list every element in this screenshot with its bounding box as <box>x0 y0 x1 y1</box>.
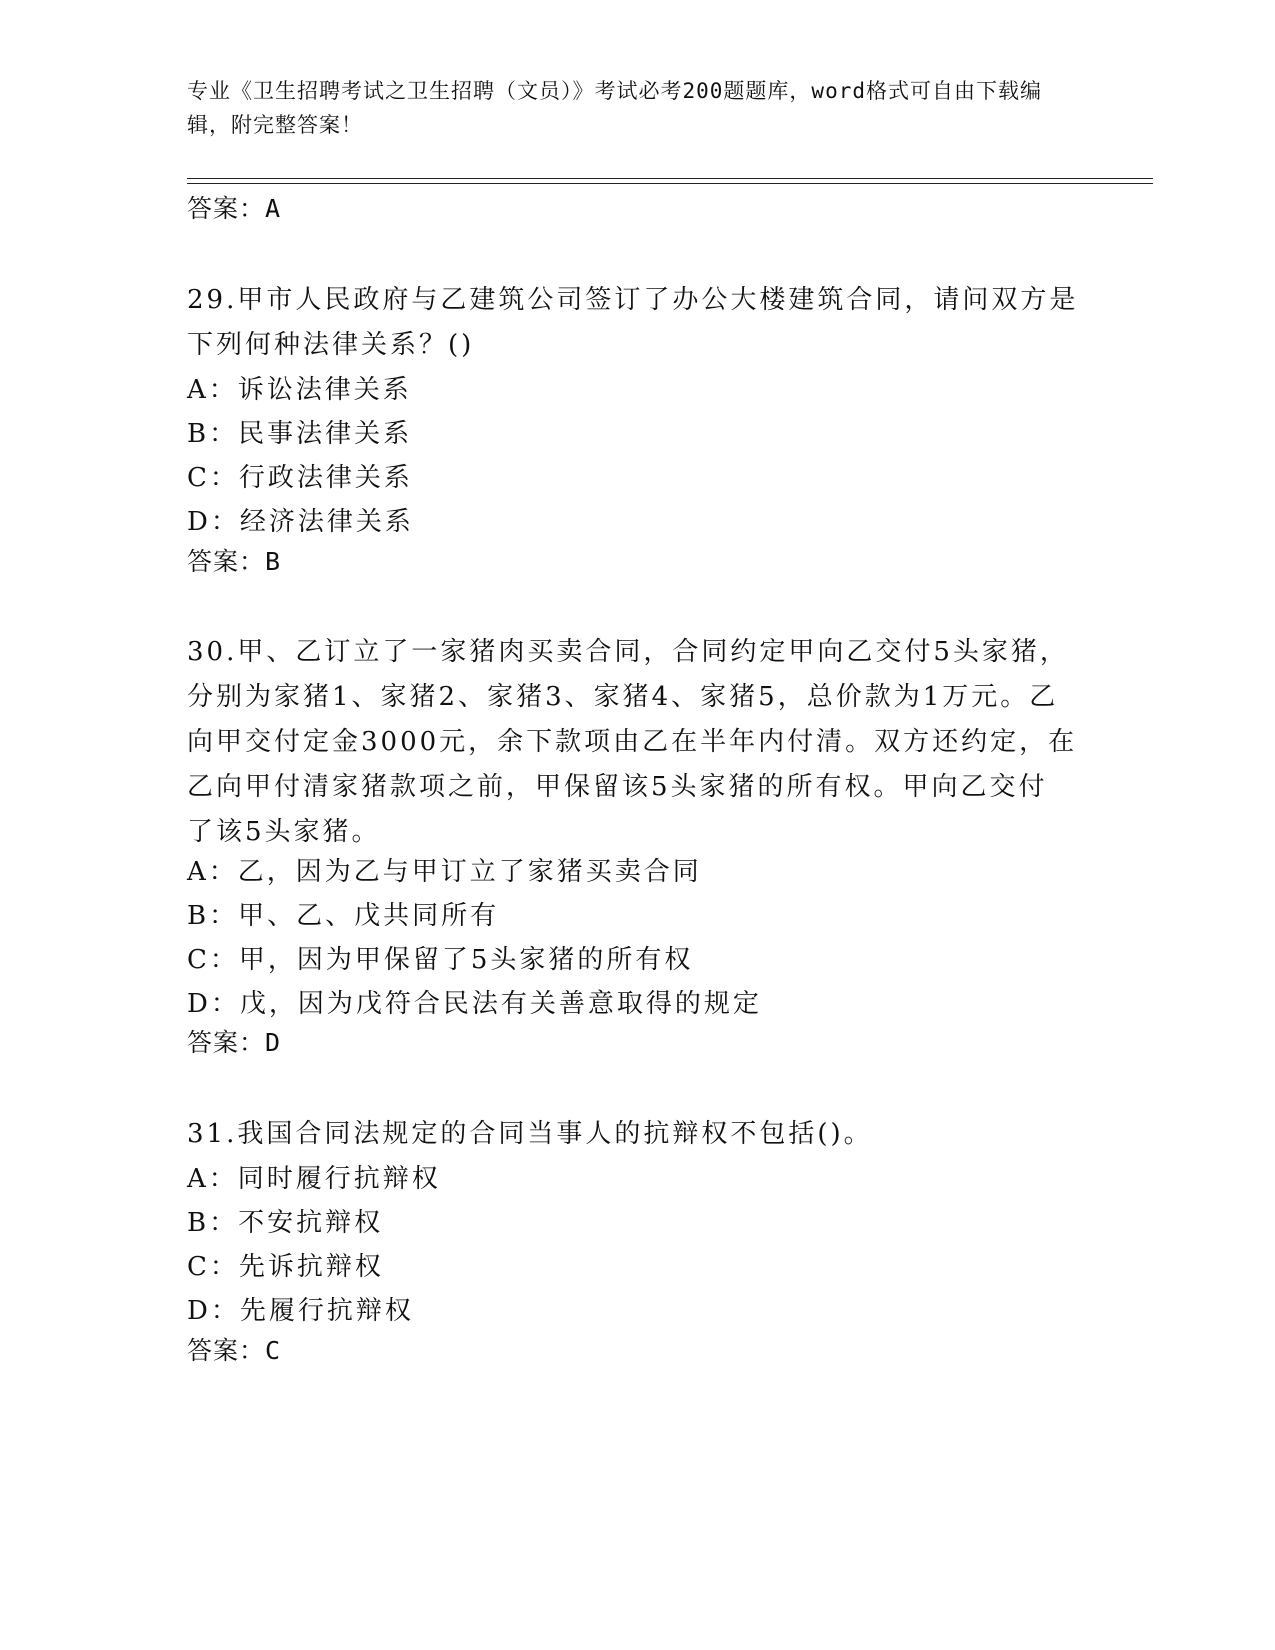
option-b: B：民事法律关系 <box>187 419 413 449</box>
question-stem: 29.甲市人民政府与乙建筑公司签订了办公大楼建筑合同，请问双方是 下列何种法律关系？() <box>187 285 1079 360</box>
answer-label: 答案： <box>187 547 266 576</box>
option-a: A：乙，因为乙与甲订立了家猪买卖合同 <box>187 857 702 887</box>
answer-value: B <box>265 547 282 576</box>
option-d: D：经济法律关系 <box>187 507 414 537</box>
answer-line <box>187 1334 281 1368</box>
answer-line <box>187 1026 281 1060</box>
answer-value: A <box>265 194 282 223</box>
option-d: D：戊，因为戊符合民法有关善意取得的规定 <box>187 989 762 1019</box>
answer-value: C <box>265 1336 282 1365</box>
option-b: B：甲、乙、戊共同所有 <box>187 901 500 931</box>
answer-value: D <box>265 1028 282 1057</box>
answer-label: 答案： <box>187 1336 266 1365</box>
option-b: B：不安抗辩权 <box>187 1208 384 1238</box>
option-c: C：甲，因为甲保留了5头家猪的所有权 <box>187 945 694 975</box>
option-a: A：诉讼法律关系 <box>187 375 412 405</box>
document-header: 专业《卫生招聘考试之卫生招聘（文员）》考试必考200题题库，word格式可自由下载编辑，附完整答案！ <box>187 79 1042 137</box>
option-d: D：先履行抗辩权 <box>187 1296 414 1326</box>
option-a: A：同时履行抗辩权 <box>187 1164 441 1194</box>
header-divider-bottom <box>187 183 1153 184</box>
question-stem: 30.甲、乙订立了一家猪肉买卖合同，合同约定甲向乙交付5头家猪， 分别为家猪1、家猪2、家猪3、家猪4、家猪5，总价款为1万元。乙 向甲交付定金3000元，余下款项由乙在半年内付清。双方还约定，在 乙向甲付清家猪款项之前，甲保留该5头家猪的所有权。甲向乙交付 了该5头家猪。 <box>187 637 1078 847</box>
option-c: C：先诉抗辩权 <box>187 1252 384 1282</box>
header-divider-top <box>187 178 1153 179</box>
answer-label: 答案： <box>187 194 266 223</box>
question-stem: 31.我国合同法规定的合同当事人的抗辩权不包括()。 <box>187 1119 873 1149</box>
answer-line <box>187 192 281 226</box>
answer-label: 答案： <box>187 1028 266 1057</box>
option-c: C：行政法律关系 <box>187 463 413 493</box>
answer-line <box>187 545 281 579</box>
